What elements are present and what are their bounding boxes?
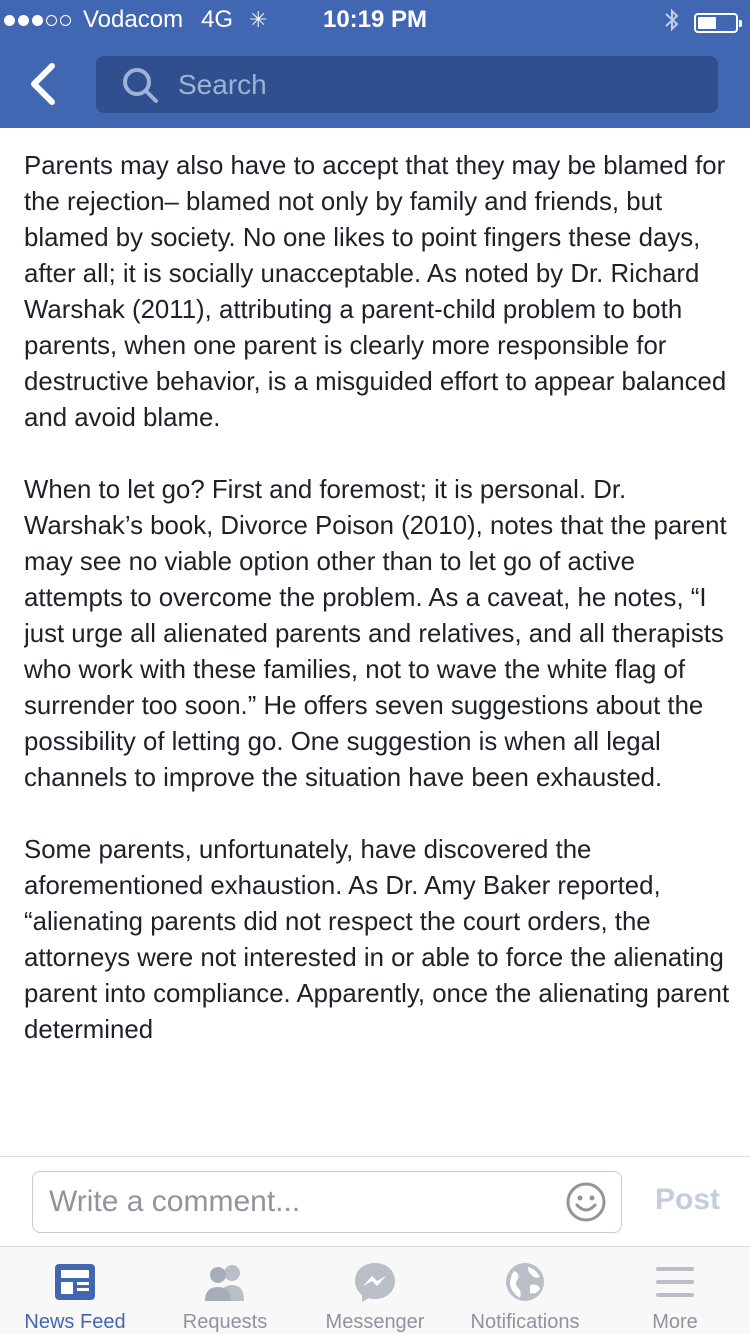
friend-requests-icon xyxy=(202,1261,248,1303)
tab-label: Requests xyxy=(182,1311,268,1333)
nav-bar xyxy=(0,40,750,128)
back-button[interactable] xyxy=(22,60,66,108)
search-icon xyxy=(120,65,160,105)
tab-label: Notifications xyxy=(470,1311,580,1333)
messenger-icon xyxy=(352,1261,398,1303)
hamburger-menu-icon xyxy=(652,1261,698,1303)
network-type: 4G xyxy=(201,6,234,33)
article-paragraph: Some parents, unfortunately, have discovered the aforementioned exhaustion. As Dr. Amy Baker reported, “alienating parents did not respect the court orders, the attorneys were not interested in or able to force the alienating parent into compliance. Apparently, once the alienating parent determined xyxy=(24,836,730,1044)
status-right xyxy=(664,8,738,38)
chevron-left-icon xyxy=(22,60,66,108)
news-feed-icon xyxy=(52,1261,98,1303)
article-body xyxy=(24,128,736,1156)
search-placeholder: Search xyxy=(178,68,267,100)
battery-icon xyxy=(694,13,738,33)
battery-level xyxy=(698,17,716,29)
carrier-name: Vodacom xyxy=(83,6,184,33)
tab-news-feed[interactable] xyxy=(0,1247,150,1334)
article-paragraph: Parents may also have to accept that they may be blamed for the rejection– blamed not only by family and friends, but blamed by society. No one likes to point fingers these days, after all; it is socially unacceptable. As noted by Dr. Richard Warshak (2011), attributing a parent-child problem to both parents, when one parent is clearly more responsible for destructive behavior, is a misguided effort to appear balanced and avoid blame. xyxy=(24,152,727,432)
tab-requests[interactable] xyxy=(150,1247,300,1334)
comment-input[interactable] xyxy=(32,1171,622,1233)
article-paragraph: When to let go? First and foremost; it is personal. Dr. Warshak’s book, Divorce Poison (2010), notes that the parent may see no viable option other than to let go of active attempts to overcome the problem. As a caveat, he notes, “I just urge all alienated parents and relatives, and all therapists who work with these families, not to wave the white flag of surrender too soon.” He offers seven suggestions about the possibility of letting go. One suggestion is when all legal channels to improve the situation have been exhausted. xyxy=(24,476,727,792)
tab-bar xyxy=(0,1246,750,1334)
smiley-icon[interactable] xyxy=(565,1181,607,1223)
status-bar xyxy=(0,0,750,40)
post-button[interactable]: Post xyxy=(654,1183,720,1216)
tab-messenger[interactable] xyxy=(300,1247,450,1334)
tab-label: More xyxy=(652,1311,698,1333)
tab-label: News Feed xyxy=(24,1311,126,1333)
comment-placeholder: Write a comment... xyxy=(49,1185,301,1218)
status-time: 10:19 PM xyxy=(322,6,428,33)
comment-bar xyxy=(0,1156,750,1246)
tab-label: Messenger xyxy=(325,1311,425,1333)
bluetooth-icon xyxy=(664,8,680,38)
activity-spinner-icon: ✳ xyxy=(249,7,268,32)
globe-icon xyxy=(502,1261,548,1303)
search-input[interactable] xyxy=(96,56,718,113)
tab-more[interactable] xyxy=(600,1247,750,1334)
tab-notifications[interactable] xyxy=(450,1247,600,1334)
